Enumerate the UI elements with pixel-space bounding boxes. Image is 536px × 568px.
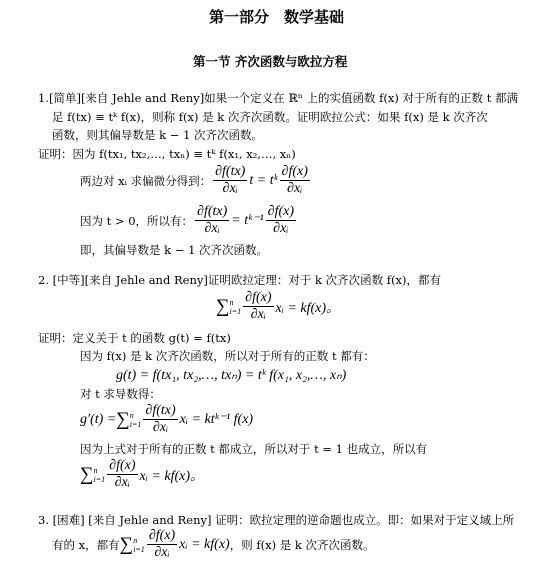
sum-symbol: ∑ — [116, 409, 130, 430]
eq1-mid: t = tᵏ — [249, 172, 278, 188]
fraction: $\frac{\partial f(x)}{\text{∂xᵢ}}$ — [148, 528, 176, 560]
final-rhs: xᵢ = kf(x)。 — [139, 468, 205, 484]
p1-line1: 1.[简单][来自 Jehle and Reny]如果一个定义在 ℝⁿ 上的实值函数 f(x) 对于所有的正数 t 都满 — [38, 91, 518, 105]
sum-symbol: ∑ — [80, 464, 94, 485]
fraction: $\frac{\partial f(x)}{\text{∂xᵢ}}$ — [267, 204, 295, 236]
fraction: $\frac{\partial f(x)}{\text{∂xᵢ}}$ — [245, 290, 272, 322]
p1-eq1 — [80, 164, 312, 197]
p1-proof-line1: 证明：因为 f(tx₁, tx₂,…, txₙ) ≡ tᵏ f(x₁, x₂,…, xₙ) — [38, 147, 296, 161]
fraction: $\frac{\partial f(tx)}{\text{∂xᵢ}}$ — [197, 204, 228, 236]
p2-derivative-eq: g′(t) = ∑ n i=1 $\frac{\partial f(tx)}{\text{∂xᵢ}}$ xᵢ = ktᵏ⁻¹ f(x) — [80, 403, 254, 435]
eq2-mid: = tᵏ⁻¹ — [231, 213, 264, 228]
p2-g-equation: g(t) = f(tx₁, tx₂,…, txₙ) = tᵏ f(x₁, x₂,…, xₙ) — [116, 368, 347, 383]
p1-diff-prefix: 两边对 xᵢ 求偏微分得到： — [80, 173, 212, 188]
g-prime: g′(t) = — [80, 411, 117, 427]
p1-conclusion: 即，其偏导数是 k − 1 次齐次函数。 — [80, 243, 269, 257]
p3-line1: 3. [困难] [来自 Jehle and Reny] 证明：欧拉定理的逆命题也成立。即：如果对于定义域上所 — [38, 513, 515, 527]
p3-line2-suffix: ，则 f(x) 是 k 次齐次函数。 — [229, 537, 375, 552]
p2-line1: 2. [中等][来自 Jehle and Reny]证明欧拉定理：对于 k 次齐次函数 f(x)，都有 — [38, 273, 441, 287]
sum-symbol: ∑ — [216, 296, 230, 317]
p2-final-eq: ∑ n i=1 $\frac{\partial f(x)}{\text{∂xᵢ}}$ xᵢ = kf(x)。 — [80, 458, 205, 490]
p2-deriv-prefix: 对 t 求导数得： — [80, 387, 161, 401]
p1-eq2 — [80, 204, 298, 237]
p2-proof-line2: 因为 f(x) 是 k 次齐次函数，所以对于所有的正数 t 都有： — [80, 349, 375, 363]
p2-since-line: 因为上式对于所有的正数 t 都成立，所以对于 t = 1 也成立，所以有 — [80, 442, 428, 456]
section-title: 第一节 齐次函数与欧拉方程 — [193, 54, 348, 69]
fraction: $\frac{\partial f(tx)}{\text{∂xᵢ}}$ — [145, 403, 176, 435]
p2-proof-line1: 证明：定义关于 t 的函数 g(t) = f(tx) — [38, 331, 231, 345]
euler-rhs: xᵢ = kf(x)。 — [275, 300, 341, 316]
fraction: $\frac{\partial f(tx)}{\text{∂xᵢ}}$ — [215, 164, 246, 196]
part-title: 第一部分 数学基础 — [209, 8, 345, 26]
sum-symbol: ∑ — [119, 534, 134, 555]
deriv-rhs: xᵢ = ktᵏ⁻¹ f(x) — [179, 412, 254, 427]
p3-line2-prefix: 有的 x，都有 — [52, 537, 120, 552]
p2-euler-eq: ∑ n i=1 $\frac{\partial f(x)}{\text{∂xᵢ}}$ xᵢ = kf(x)。 — [216, 290, 341, 322]
p3-line2: 有的 x，都有 ∑ n i=1 $\frac{\partial f(x)}{\text{∂xᵢ}}$ xᵢ = kf(x) ，则 f(x) 是 k 次齐次函数。 — [52, 528, 375, 560]
p1-because-prefix: 因为 t > 0，所以有： — [80, 213, 194, 228]
fraction: $\frac{\partial f(x)}{\text{∂xᵢ}}$ — [281, 164, 308, 196]
fraction: $\frac{\partial f(x)}{\text{∂xᵢ}}$ — [109, 458, 136, 490]
p3-rhs: xᵢ = kf(x) — [179, 536, 230, 552]
p1-line3: 函数，则其偏导数是 k − 1 次齐次函数。 — [52, 128, 264, 142]
p1-line2: 足 f(tx) ≡ tᵏ f(x)，则称 f(x) 是 k 次齐次函数。证明欧拉公式：如果 f(x) 是 k 次齐次 — [52, 110, 488, 124]
